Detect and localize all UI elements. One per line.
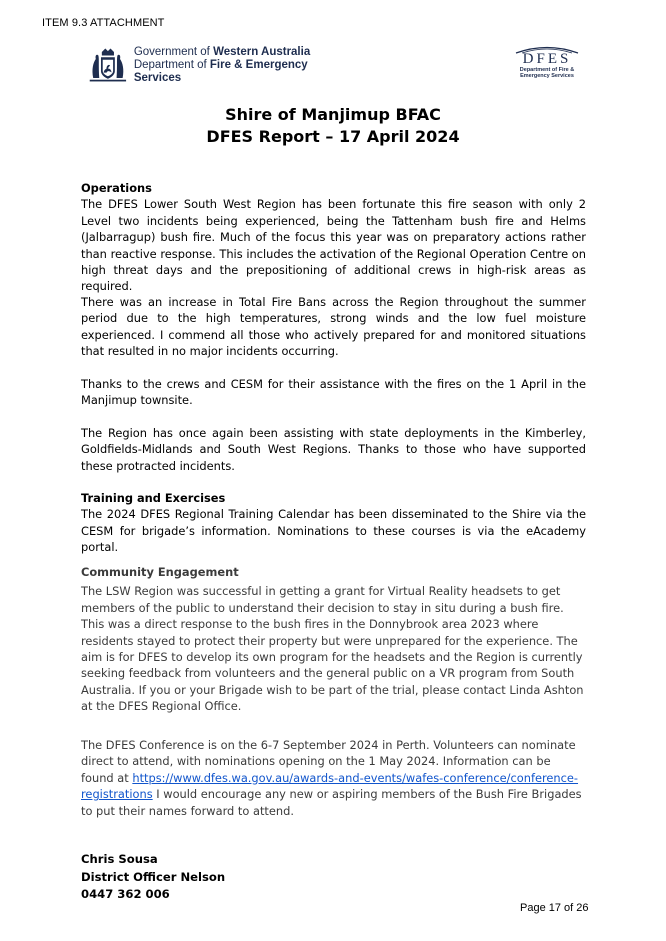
page-number: Page 17 of 26 xyxy=(520,902,589,914)
gov-line2-prefix: Department of xyxy=(133,58,210,71)
gov-line1-prefix: Government of xyxy=(133,45,214,58)
title-line-2: DFES Report – 17 April 2024 xyxy=(206,127,460,146)
wa-crest-icon xyxy=(88,44,128,86)
gov-line1-bold: Western Australia xyxy=(213,45,311,58)
conference-text-after: I would encourage any new or aspiring members of the Bush Fire Brigades to put their names forward to attend. xyxy=(81,787,582,818)
gov-line2-bold: Fire & Emergency Services xyxy=(133,58,308,84)
government-wa-logo xyxy=(88,44,328,86)
operations-section xyxy=(81,180,586,295)
training-paragraph: The 2024 DFES Regional Training Calendar has been disseminated to the Shire via the CESM for brigade’s information. Nominations to these courses is via the eAcademy portal. xyxy=(81,507,586,555)
operations-paragraph-4-block xyxy=(81,425,586,474)
training-heading: Training and Exercises xyxy=(81,491,226,505)
item-label: ITEM 9.3 ATTACHMENT xyxy=(42,17,165,29)
operations-paragraph-2: There was an increase in Total Fire Bans across the Region throughout the summer period due to the high temperatures, strong winds and the low fuel moisture experienced. I commend all those who actively prepared for and monitored situations that resulted in no major incidents occurring. xyxy=(81,295,586,359)
signature-title: District Officer Nelson xyxy=(81,869,226,884)
operations-heading: Operations xyxy=(81,181,152,195)
operations-paragraph-2-block xyxy=(81,294,586,360)
signature-block xyxy=(81,851,225,904)
signature-name: Chris Sousa xyxy=(81,852,158,866)
operations-paragraph-3: Thanks to the crews and CESM for their assistance with the fires on the 1 April in the Manjimup townsite. xyxy=(81,377,586,408)
dfes-letters: DFES xyxy=(522,51,572,67)
conference-section xyxy=(81,737,586,819)
dfes-subtitle-2: Emergency Services xyxy=(520,73,574,79)
training-section xyxy=(81,490,586,556)
dfes-logo xyxy=(508,44,586,88)
operations-paragraph-4: The Region has once again been assisting with state deployments in the Kimberley, Goldfields-Midlands and South West Regions. Thanks to those who have supported these protracted incidents. xyxy=(81,426,586,473)
conference-link[interactable]: https://www.dfes.wa.gov.au/awards-and-events/wafes-conference/conference-registrations xyxy=(81,770,579,802)
signature-phone: 0447 362 006 xyxy=(81,887,170,901)
community-paragraph: The LSW Region was successful in getting a grant for Virtual Reality headsets to get members of the public to understand their decision to stay in situ during a bush fire. This was a direct response to the bush fires in the Donnybrook area 2023 where residents stayed to protect their property but were unprepared for the experience. The aim is for DFES to develop its own program for the headsets and the Region is currently seeking feedback from volunteers and the general public on a VR program from South Australia. If you or your Brigade wish to be part of the trial, please contact Linda Ashton at the DFES Regional Office. xyxy=(81,584,584,714)
title-line-1: Shire of Manjimup BFAC xyxy=(225,105,441,124)
community-section xyxy=(81,564,586,715)
operations-paragraph-1: The DFES Lower South West Region has been fortunate this fire season with only 2 Level two incidents being experienced, being the Tattenham bush fire and Helms (Jalbarragup) bush fire. Much of the focus this year was on preparatory actions rather than reactive response. This includes the activation of the Regional Operation Centre on high threat days and the prepositioning of additional crews in high-risk areas as required. xyxy=(81,197,586,294)
conference-text-before: The DFES Conference is on the 6-7 September 2024 in Perth. Volunteers can nominate direct to attend, with nominations opening on the 1 May 2024. Information can be found at xyxy=(81,738,576,785)
operations-paragraph-3-block xyxy=(81,376,586,409)
page-title xyxy=(0,104,666,148)
community-heading: Community Engagement xyxy=(81,565,239,579)
dfes-subtitle-1: Department of Fire & xyxy=(519,67,575,73)
